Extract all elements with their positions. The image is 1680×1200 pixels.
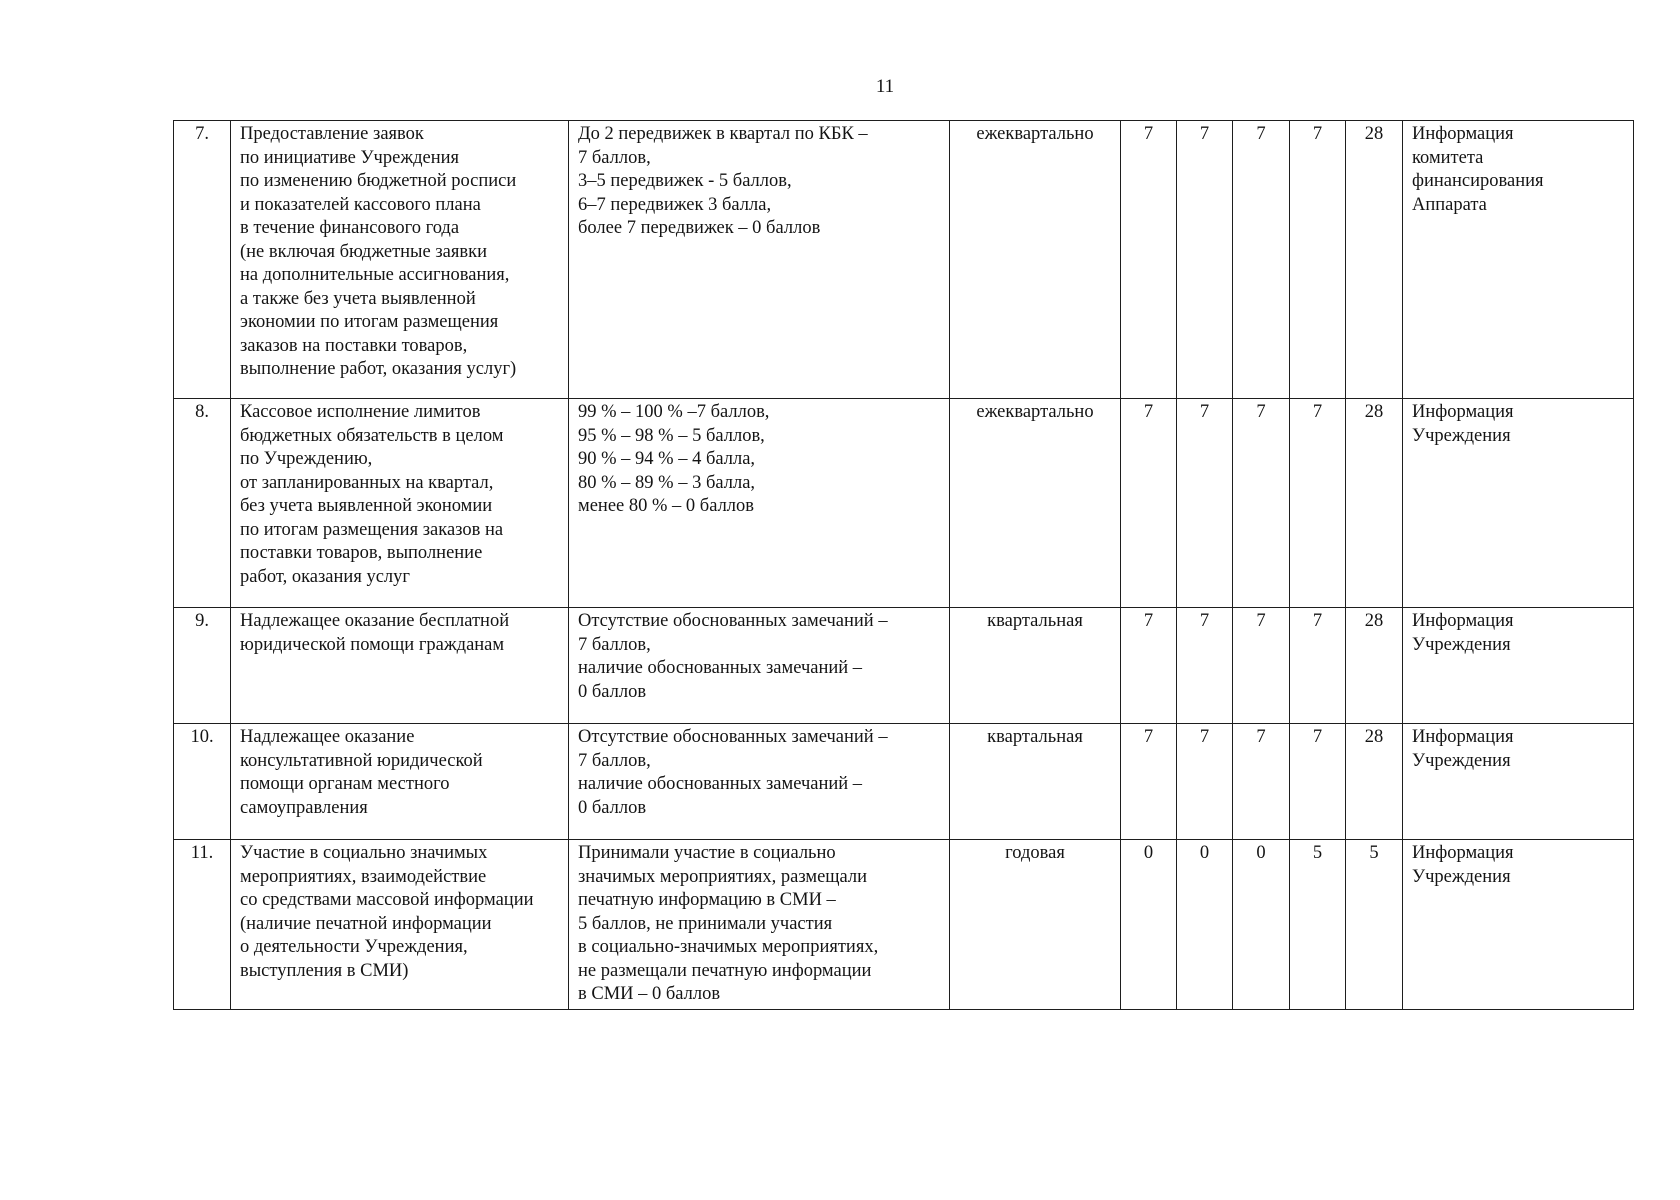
- criteria-cell: Отсутствие обоснованных замечаний – 7 баллов, наличие обоснованных замечаний – 0 баллов: [569, 608, 950, 724]
- indicator-cell: Предоставление заявок по инициативе Учреждения по изменению бюджетной росписи и показателей кассового плана в течение финансового года (не включая бюджетные заявки на дополнительные ассигнования, а также без учета выявленной экономии по итогам размещения заказов на поставки товаров, выполнение работ, оказания услуг): [231, 121, 569, 399]
- score-q4-cell: 5: [1290, 840, 1346, 1010]
- source-cell: Информация комитета финансирования Аппарата: [1403, 121, 1634, 399]
- period-cell: годовая: [950, 840, 1121, 1010]
- score-q2-cell: 7: [1177, 724, 1233, 840]
- source-cell: Информация Учреждения: [1403, 608, 1634, 724]
- criteria-cell: Принимали участие в социально значимых мероприятиях, размещали печатную информацию в СМИ – 5 баллов, не принимали участия в социально-значимых мероприятиях, не размещали печатную информации в СМИ – 0 баллов: [569, 840, 950, 1010]
- source-cell: Информация Учреждения: [1403, 840, 1634, 1010]
- score-q2-cell: 7: [1177, 608, 1233, 724]
- page-number: 11: [875, 76, 895, 97]
- criteria-table: [173, 120, 1634, 1010]
- indicator-cell: Надлежащее оказание консультативной юридической помощи органам местного самоуправления: [231, 724, 569, 840]
- score-q4-cell: 7: [1290, 121, 1346, 399]
- period-cell: квартальная: [950, 724, 1121, 840]
- score-total-cell: 28: [1346, 724, 1403, 840]
- score-q4-cell: 7: [1290, 399, 1346, 608]
- row-number: 7.: [174, 121, 231, 399]
- table-row: [174, 121, 1634, 399]
- score-q2-cell: 0: [1177, 840, 1233, 1010]
- score-q3-cell: 0: [1233, 840, 1290, 1010]
- score-q1-cell: 7: [1121, 121, 1177, 399]
- period-cell: квартальная: [950, 608, 1121, 724]
- score-total-cell: 5: [1346, 840, 1403, 1010]
- table-row: [174, 724, 1634, 840]
- score-q1-cell: 0: [1121, 840, 1177, 1010]
- period-cell: ежеквартально: [950, 399, 1121, 608]
- score-q2-cell: 7: [1177, 399, 1233, 608]
- criteria-cell: 99 % – 100 % –7 баллов, 95 % – 98 % – 5 баллов, 90 % – 94 % – 4 балла, 80 % – 89 % – 3 балла, менее 80 % – 0 баллов: [569, 399, 950, 608]
- indicator-cell: Участие в социально значимых мероприятиях, взаимодействие со средствами массовой информации (наличие печатной информации о деятельности Учреждения, выступления в СМИ): [231, 840, 569, 1010]
- score-total-cell: 28: [1346, 608, 1403, 724]
- period-cell: ежеквартально: [950, 121, 1121, 399]
- row-number: 9.: [174, 608, 231, 724]
- score-q4-cell: 7: [1290, 608, 1346, 724]
- score-total-cell: 28: [1346, 121, 1403, 399]
- score-q3-cell: 7: [1233, 608, 1290, 724]
- table-row: [174, 840, 1634, 1010]
- table-row: [174, 399, 1634, 608]
- table-row: [174, 608, 1634, 724]
- score-q3-cell: 7: [1233, 121, 1290, 399]
- score-q3-cell: 7: [1233, 724, 1290, 840]
- indicator-cell: Кассовое исполнение лимитов бюджетных обязательств в целом по Учреждению, от запланированных на квартал, без учета выявленной экономии по итогам размещения заказов на поставки товаров, выполнение работ, оказания услуг: [231, 399, 569, 608]
- row-number: 8.: [174, 399, 231, 608]
- score-q1-cell: 7: [1121, 608, 1177, 724]
- criteria-cell: До 2 передвижек в квартал по КБК – 7 баллов, 3–5 передвижек - 5 баллов, 6–7 передвижек 3 балла, более 7 передвижек – 0 баллов: [569, 121, 950, 399]
- source-cell: Информация Учреждения: [1403, 399, 1634, 608]
- score-q4-cell: 7: [1290, 724, 1346, 840]
- score-q3-cell: 7: [1233, 399, 1290, 608]
- indicator-cell: Надлежащее оказание бесплатной юридической помощи гражданам: [231, 608, 569, 724]
- source-cell: Информация Учреждения: [1403, 724, 1634, 840]
- criteria-cell: Отсутствие обоснованных замечаний – 7 баллов, наличие обоснованных замечаний – 0 баллов: [569, 724, 950, 840]
- score-q1-cell: 7: [1121, 399, 1177, 608]
- score-q1-cell: 7: [1121, 724, 1177, 840]
- score-total-cell: 28: [1346, 399, 1403, 608]
- score-q2-cell: 7: [1177, 121, 1233, 399]
- row-number: 11.: [174, 840, 231, 1010]
- row-number: 10.: [174, 724, 231, 840]
